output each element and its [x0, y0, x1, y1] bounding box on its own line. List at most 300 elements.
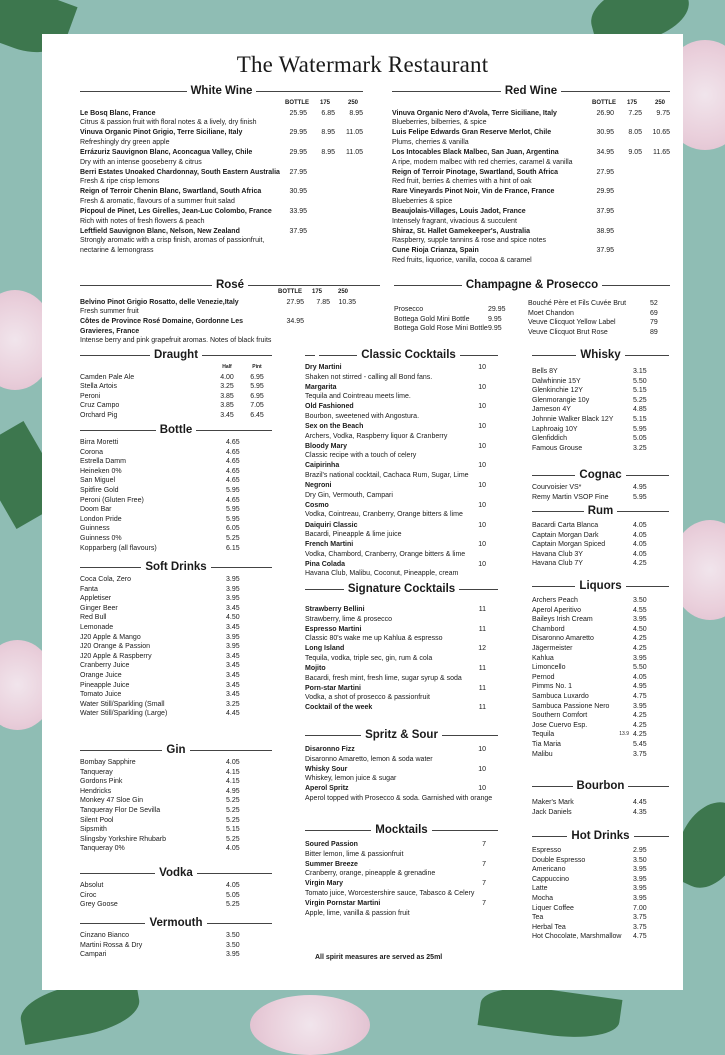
item-price: 3.95 — [226, 633, 240, 641]
item-row — [80, 835, 272, 845]
item-price: 4.05 — [226, 845, 240, 853]
item-row — [532, 702, 669, 712]
menu-item — [305, 765, 498, 784]
cognac-section — [532, 468, 669, 502]
item-row — [532, 521, 669, 531]
item-name: Captain Morgan Spiced — [532, 541, 606, 549]
menu-item — [532, 644, 669, 654]
item-description: Rich with notes of fresh flowers & peach — [80, 217, 205, 225]
item-name: London Pride — [80, 515, 122, 523]
item-row — [305, 765, 498, 775]
menu-item — [305, 481, 498, 500]
menu-item — [80, 505, 272, 515]
item-price: 9.05 — [628, 148, 642, 156]
item-description: Cranberry, orange, pineapple & grenadine — [305, 870, 436, 878]
item-name: Spitfire Gold — [80, 486, 119, 494]
item-price: 4.65 — [226, 439, 240, 446]
item-row — [528, 309, 670, 319]
item-price: 25.95 — [289, 109, 307, 117]
item-name: J20 Apple & Raspberry — [80, 652, 152, 660]
column-header: Pint — [252, 364, 262, 370]
menu-item — [80, 806, 272, 816]
item-list — [305, 840, 498, 918]
menu-item — [528, 318, 670, 328]
menu-item — [80, 411, 272, 421]
menu-item — [80, 796, 272, 806]
menu-item — [532, 721, 669, 731]
item-row — [532, 904, 669, 914]
item-row — [532, 531, 669, 541]
item-name: Errázuriz Sauvignon Blanc, Aconcagua Valley, Chile — [80, 148, 253, 156]
menu-item — [80, 816, 272, 826]
item-row — [80, 661, 272, 671]
red-wine-section — [392, 84, 670, 266]
menu-item — [80, 787, 272, 797]
item-price: 10 — [478, 442, 486, 450]
menu-item — [305, 383, 498, 402]
menu-item — [532, 483, 669, 493]
item-price: 11 — [478, 704, 486, 712]
menu-item — [532, 367, 669, 377]
section-heading: Rosé — [215, 278, 245, 291]
draught-section — [80, 348, 272, 421]
menu-item — [80, 661, 272, 671]
item-price: 5.95 — [633, 425, 647, 433]
item-row — [392, 148, 670, 158]
item-row — [532, 846, 669, 856]
item-price: 4.65 — [226, 477, 240, 485]
item-description: Bacardi, fresh mint, fresh lime, sugar syrup & soda — [305, 674, 462, 682]
item-name: Double Espresso — [532, 856, 586, 864]
item-price: 29.95 — [488, 306, 506, 313]
item-price: 27.95 — [286, 298, 304, 306]
item-list — [80, 931, 272, 960]
item-list — [532, 798, 669, 817]
item-name: Espresso — [532, 847, 562, 854]
item-list — [532, 521, 669, 569]
column-header: 175 — [319, 100, 330, 106]
item-name: Bottega Gold Mini Bottle — [394, 315, 470, 323]
item-description: Archers, Vodka, Raspberry liquor & Cranberry — [305, 432, 448, 440]
menu-item — [80, 941, 272, 951]
menu-item — [80, 700, 272, 710]
item-price: 29.95 — [596, 188, 614, 196]
section-heading: Signature Cocktails — [347, 582, 456, 595]
menu-item — [80, 496, 272, 506]
item-description: Tequila, vodka, triple sec, gin, rum & cola — [305, 654, 433, 662]
item-row — [532, 856, 669, 866]
item-description: Aperol topped with Prosecco & soda. Garnished with orange — [305, 794, 493, 802]
menu-item — [532, 865, 669, 875]
item-row — [80, 642, 272, 652]
item-row — [532, 386, 669, 396]
item-row — [80, 505, 272, 515]
item-name: Vinuva Organic Nero d'Avola, Terre Siciliane, Italy — [392, 109, 557, 117]
section-heading: Liquors — [579, 579, 622, 592]
menu-item — [80, 950, 272, 960]
item-name: Rare Vineyards Pinot Noir, Vin de France, France — [392, 188, 555, 196]
item-name: Baileys Irish Cream — [532, 616, 593, 624]
item-price-half: 3.45 — [220, 411, 234, 419]
menu-item — [532, 884, 669, 894]
item-price: 4.85 — [633, 406, 647, 414]
item-price: 7.00 — [633, 904, 647, 912]
column-header: 250 — [337, 289, 348, 295]
item-row — [305, 402, 498, 412]
item-price: 3.95 — [633, 702, 647, 710]
item-row — [305, 363, 498, 373]
item-price: 30.95 — [289, 188, 307, 196]
menu-item — [80, 128, 363, 147]
item-name: Cocktail of the week — [305, 704, 373, 712]
classic-cocktails-section — [305, 348, 498, 580]
item-name: Dry Martini — [305, 364, 342, 371]
item-price: 37.95 — [289, 227, 307, 235]
item-name: Prosecco — [394, 306, 424, 313]
item-row — [80, 604, 272, 614]
item-list — [532, 483, 669, 502]
menu-item — [532, 386, 669, 396]
item-price — [642, 246, 670, 256]
item-row — [305, 540, 498, 550]
menu-item — [80, 168, 363, 187]
item-name: Kahlua — [532, 654, 554, 662]
item-row — [532, 367, 669, 377]
item-name: Tanqueray — [80, 768, 113, 776]
item-name: Bells 8Y — [532, 368, 558, 375]
item-row — [532, 711, 669, 721]
item-price: 5.25 — [226, 835, 240, 843]
item-row — [80, 690, 272, 700]
item-name: Water Still/Sparkling (Large) — [80, 710, 168, 718]
item-name: Limoncello — [532, 664, 566, 672]
item-row — [305, 703, 498, 713]
item-row — [80, 816, 272, 826]
item-name: Americano — [532, 866, 566, 874]
item-name: Havana Club 7Y — [532, 560, 583, 568]
menu-item — [532, 405, 669, 415]
menu-item — [80, 690, 272, 700]
item-row — [532, 692, 669, 702]
item-price: 7 — [482, 841, 486, 848]
column-header: 250 — [654, 100, 665, 106]
menu-item — [305, 840, 498, 859]
menu-item — [80, 544, 272, 554]
item-list — [305, 363, 498, 579]
item-description: Apple, lime, vanilla & passion fruit — [305, 909, 410, 917]
column-header: 175 — [626, 100, 637, 106]
item-row — [80, 844, 272, 854]
item-price: 11 — [478, 684, 486, 692]
item-row — [80, 806, 272, 816]
menu-item — [80, 515, 272, 525]
item-price: 8.95 — [321, 129, 335, 137]
item-description: Red fruit, berries & cherries with a hint of oak — [392, 178, 532, 186]
item-price: 4.65 — [226, 448, 240, 456]
item-description: Citrus & passion fruit with floral notes & a lively, dry finish — [80, 119, 257, 127]
gin-section — [80, 743, 272, 854]
item-price: 4.65 — [226, 496, 240, 504]
item-row — [392, 246, 670, 256]
menu-item — [80, 642, 272, 652]
item-name: Reign of Terroir Pinotage, Swartland, South Africa — [392, 168, 559, 176]
menu-item — [80, 835, 272, 845]
item-row — [80, 652, 272, 662]
menu-item — [305, 644, 498, 663]
item-price: 4.25 — [633, 721, 647, 729]
item-row — [80, 148, 363, 158]
item-list — [532, 596, 669, 759]
item-price-pint: 7.05 — [250, 402, 264, 410]
item-name: Bouché Père et Fils Cuvée Brut — [528, 300, 627, 307]
menu-item — [392, 246, 670, 265]
item-name: Famous Grouse — [532, 444, 583, 452]
item-description: Blueberries & spice — [392, 197, 453, 205]
item-price: 79 — [650, 319, 658, 327]
item-description: Refreshingly dry green apple — [80, 138, 170, 146]
item-name: Sambuca Luxardo — [532, 692, 589, 700]
item-row — [528, 299, 670, 309]
menu-item — [80, 486, 272, 496]
item-row — [80, 633, 272, 643]
item-row — [532, 377, 669, 387]
menu-item — [532, 913, 669, 923]
menu-item — [80, 476, 272, 486]
item-list — [80, 109, 363, 256]
item-price: 4.05 — [633, 673, 647, 681]
item-price: 4.75 — [633, 692, 647, 700]
item-row — [80, 931, 272, 941]
item-name: Cosmo — [305, 501, 329, 509]
item-row — [305, 840, 498, 850]
item-list — [392, 109, 670, 266]
menu-item — [80, 758, 272, 768]
item-name: Sex on the Beach — [305, 423, 364, 431]
menu-item — [532, 692, 669, 702]
item-description: Fresh summer fruit — [80, 308, 139, 316]
item-row — [532, 721, 669, 731]
item-name: Lemonade — [80, 623, 114, 631]
item-price: 4.50 — [633, 625, 647, 633]
item-row — [532, 634, 669, 644]
item-row — [532, 396, 669, 406]
item-price: 9.95 — [488, 325, 502, 333]
item-price: 5.25 — [226, 901, 240, 909]
item-price: 3.95 — [226, 643, 240, 651]
item-price: 3.50 — [226, 932, 240, 939]
item-price: 5.95 — [226, 515, 240, 523]
menu-item — [532, 415, 669, 425]
item-price: 3.45 — [226, 604, 240, 612]
menu-item — [532, 615, 669, 625]
item-description: A ripe, modern malbec with red cherries, caramel & vanilla — [392, 158, 573, 166]
item-name: Reign of Terroir Chenin Blanc, Swartland, South Africa — [80, 188, 262, 196]
menu-item — [80, 373, 272, 383]
item-name: Chambord — [532, 625, 565, 633]
item-row — [305, 784, 498, 794]
item-name: Bloody Mary — [305, 442, 348, 450]
item-name: Strawberry Bellini — [305, 606, 365, 613]
item-name: Slingsby Yorkshire Rhubarb — [80, 835, 166, 843]
item-name: Peroni (Gluten Free) — [80, 496, 144, 504]
item-list — [80, 438, 272, 553]
item-price: 4.25 — [633, 644, 647, 652]
item-name: Pina Colada — [305, 560, 346, 568]
menu-item — [532, 702, 669, 712]
menu-item — [80, 317, 380, 346]
item-row — [80, 227, 363, 237]
item-name: Monkey 47 Sloe Gin — [80, 797, 144, 805]
item-price: 4.25 — [633, 712, 647, 720]
item-price: 11 — [478, 606, 486, 613]
menu-item — [80, 891, 272, 901]
menu-item — [532, 444, 669, 454]
item-row — [392, 207, 670, 217]
item-price-pint: 6.95 — [250, 392, 264, 400]
item-name: Campari — [80, 951, 107, 959]
item-price: 5.25 — [226, 806, 240, 814]
menu-item — [80, 671, 272, 681]
menu-item — [532, 377, 669, 387]
item-price: 5.25 — [226, 534, 240, 542]
section-heading: Classic Cocktails — [361, 348, 456, 361]
item-row — [305, 899, 498, 909]
item-price: 10.65 — [652, 129, 670, 137]
item-price — [307, 207, 335, 217]
item-row — [80, 187, 363, 197]
item-row — [305, 461, 498, 471]
item-price: 10 — [478, 501, 486, 509]
item-name: Long Island — [305, 645, 345, 653]
section-heading: Cognac — [579, 468, 622, 481]
item-price: 3.95 — [226, 951, 240, 959]
menu-item — [305, 784, 498, 803]
item-name: Daiquiri Classic — [305, 521, 358, 529]
menu-item — [532, 846, 669, 856]
item-name: Pineapple Juice — [80, 681, 130, 689]
item-name: Cranberry Juice — [80, 662, 130, 670]
item-name: Sambuca Passione Nero — [532, 702, 610, 710]
menu-item — [80, 401, 272, 411]
item-name: Southern Comfort — [532, 712, 588, 720]
liquors-section — [532, 579, 669, 759]
menu-item — [392, 168, 670, 187]
item-name: Maker's Mark — [532, 799, 574, 806]
item-row — [305, 422, 498, 432]
item-price: 3.75 — [633, 923, 647, 931]
item-name: Camden Pale Ale — [80, 373, 135, 381]
menu-item — [305, 879, 498, 898]
item-price — [307, 168, 335, 178]
item-price — [614, 187, 642, 197]
rum-section — [532, 504, 669, 569]
item-name: Mojito — [305, 665, 326, 673]
item-row — [532, 596, 669, 606]
item-row — [80, 109, 363, 119]
item-price: 3.50 — [633, 597, 647, 604]
item-price: 7.85 — [316, 298, 330, 306]
item-price: 4.25 — [633, 731, 647, 739]
item-name: Havana Club 3Y — [532, 550, 583, 558]
item-row — [532, 405, 669, 415]
item-row — [80, 207, 363, 217]
item-name: Stella Artois — [80, 383, 117, 391]
menu-item — [305, 442, 498, 461]
item-price: 3.95 — [226, 595, 240, 603]
item-name: Cruz Campo — [80, 402, 120, 410]
menu-item — [532, 750, 669, 760]
soft-drinks-section — [80, 560, 272, 719]
menu-item — [392, 227, 670, 246]
item-price: 12 — [478, 645, 486, 653]
menu-item — [532, 425, 669, 435]
item-price: 5.45 — [633, 740, 647, 748]
item-row — [80, 467, 272, 477]
item-name: Veuve Clicquot Brut Rose — [528, 328, 608, 336]
item-name: Courvoisier VS* — [532, 484, 582, 491]
item-row — [80, 457, 272, 467]
menu-item — [532, 798, 669, 808]
item-row — [80, 709, 272, 719]
item-row — [80, 777, 272, 787]
section-heading: Red Wine — [504, 84, 558, 97]
item-name: Tea — [532, 914, 544, 922]
leaf-decoration — [478, 980, 623, 1044]
item-list — [80, 881, 272, 910]
item-name: Leftfield Sauvignon Blanc, Nelson, New Zealand — [80, 227, 240, 235]
item-row — [532, 606, 669, 616]
item-row — [80, 768, 272, 778]
item-name: Water Still/Sparkling (Small — [80, 700, 165, 708]
item-row — [80, 575, 272, 585]
menu-item — [80, 109, 363, 128]
menu-item — [532, 625, 669, 635]
item-price: 27.95 — [289, 168, 307, 176]
flower-decoration — [250, 995, 370, 1055]
menu-item — [532, 932, 669, 942]
item-price: 4.05 — [633, 541, 647, 549]
item-price-half: 3.85 — [220, 392, 234, 400]
item-name: Martini Rossa & Dry — [80, 941, 143, 949]
item-price: 5.95 — [633, 493, 647, 501]
item-name: Guinness 0% — [80, 534, 122, 542]
item-row — [532, 625, 669, 635]
item-price: 5.95 — [226, 486, 240, 494]
item-name: Orchard Pig — [80, 411, 118, 419]
item-row — [80, 534, 272, 544]
item-row — [80, 613, 272, 623]
item-price: 7 — [482, 900, 486, 908]
item-name: Glenkinchie 12Y — [532, 387, 583, 395]
item-price: 37.95 — [596, 208, 614, 216]
column-header: Half — [222, 364, 232, 370]
item-price: 3.50 — [226, 941, 240, 949]
spritz-sour-section — [305, 728, 498, 804]
item-price: 3.45 — [226, 671, 240, 679]
rose-section — [80, 278, 380, 347]
item-price: 5.15 — [633, 387, 647, 395]
item-row — [532, 673, 669, 683]
item-price — [642, 207, 670, 217]
item-row — [80, 515, 272, 525]
menu-item — [392, 128, 670, 147]
menu-item — [305, 664, 498, 683]
menu-item — [80, 207, 363, 226]
item-price: 4.05 — [226, 882, 240, 889]
item-name: Remy Martin VSOP Fine — [532, 493, 609, 501]
item-row — [532, 644, 669, 654]
menu-item — [80, 931, 272, 941]
